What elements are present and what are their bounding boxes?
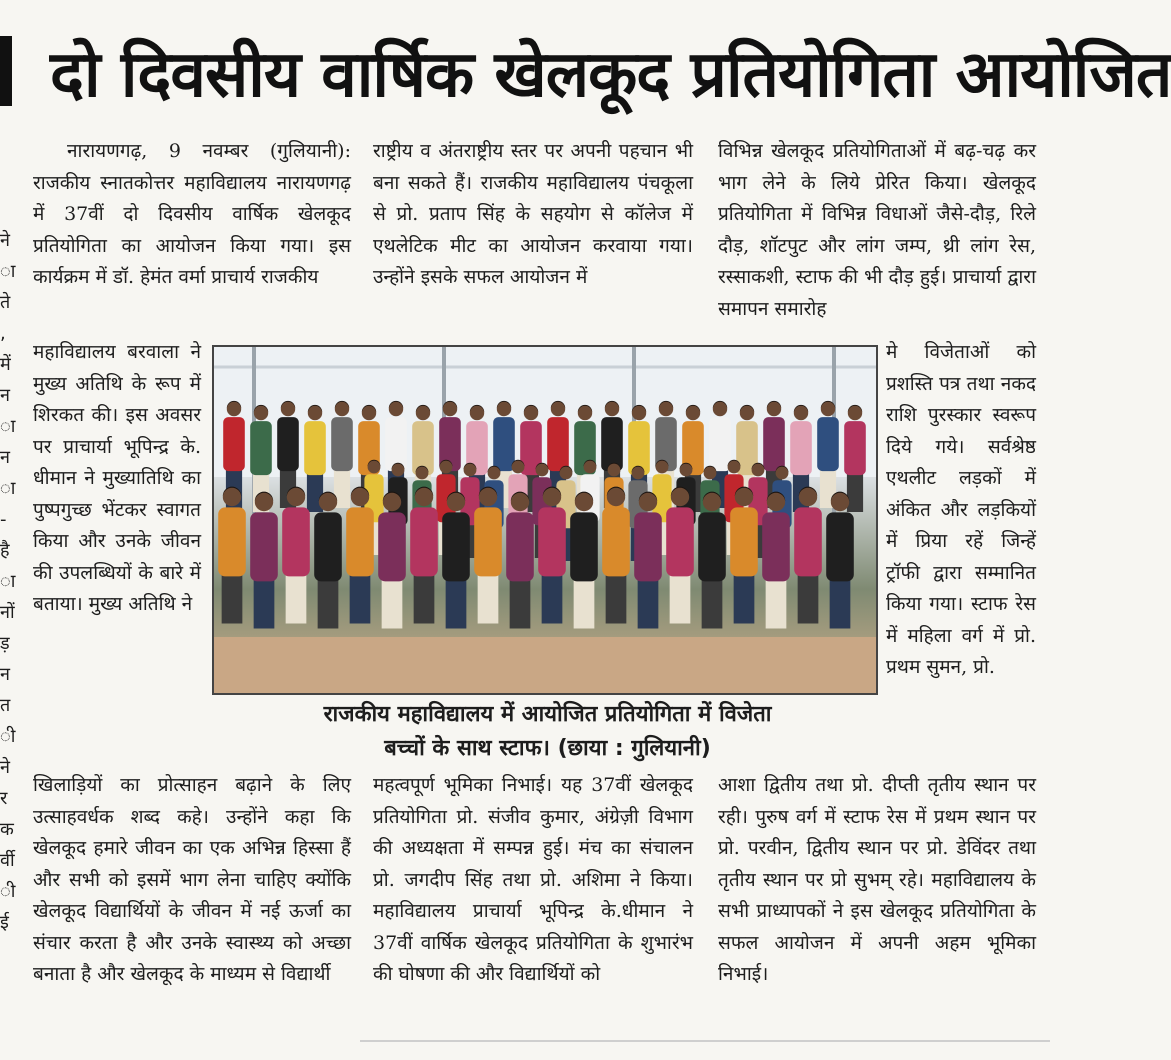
person-head (831, 493, 849, 511)
left-edge-fragment: ड़ (0, 633, 10, 654)
person-head (607, 488, 625, 506)
person-head (536, 464, 549, 477)
article-col3-top (718, 136, 1036, 336)
person-body (314, 512, 342, 581)
person-legs (510, 578, 531, 629)
person-head (728, 461, 741, 474)
person-head (639, 493, 657, 511)
person-body (709, 417, 731, 471)
left-edge-fragments (0, 225, 14, 1005)
person-legs (830, 578, 851, 629)
person-legs (254, 578, 275, 629)
person-head (776, 467, 789, 480)
person-body (817, 417, 839, 471)
person-head (575, 493, 593, 511)
person-body (634, 512, 662, 581)
person-head (416, 406, 430, 420)
person-head (362, 406, 376, 420)
left-edge-fragment: - (0, 509, 7, 530)
article-col2-bottom (373, 770, 693, 1032)
person-legs (766, 578, 787, 629)
person-body (698, 512, 726, 581)
person-legs (478, 573, 499, 624)
person-body (826, 512, 854, 581)
article-paragraph: महाविद्यालय बरवाला ने मुख्य अतिथि के रूप में शिरकत की। इस अवसर पर प्राचार्या भूपिन्द्र के. धीमान ने मुख्यातिथि का पुष्पगुच्छ भेंटकर स्वागत किया और उनके जीवन की उपलब्धियों के बारे में बताया। मुख्य अतिथि ने (33, 341, 201, 615)
person-body (602, 507, 630, 576)
person-head (443, 402, 457, 416)
left-edge-fragment: ने (0, 757, 10, 778)
person-head (671, 488, 689, 506)
person-head (799, 488, 817, 506)
person-body (570, 512, 598, 581)
person-legs (382, 578, 403, 629)
person-head (632, 406, 646, 420)
left-edge-fragment: ने (0, 230, 10, 251)
page-divider (360, 1040, 1050, 1042)
person-body (666, 507, 694, 576)
left-edge-fragment: र्वी (0, 850, 15, 871)
left-edge-fragment: , (0, 323, 6, 344)
person-body (762, 512, 790, 581)
person-legs (670, 573, 691, 624)
person-head (680, 464, 693, 477)
photo-caption (215, 698, 880, 770)
person-head (704, 467, 717, 480)
article-col1-bottom (33, 770, 351, 1032)
person-head (560, 467, 573, 480)
left-edge-fragment: क (0, 819, 14, 840)
person-body (844, 421, 866, 475)
person-legs (847, 472, 863, 512)
person-head (512, 461, 525, 474)
person-head (368, 461, 381, 474)
left-edge-fragment: न (0, 664, 10, 685)
previous-article-fragment (0, 36, 12, 106)
person-head (287, 488, 305, 506)
person-head (578, 406, 592, 420)
person-body (331, 417, 353, 471)
person-body (385, 417, 407, 471)
person-body (763, 417, 785, 471)
person-body (790, 421, 812, 475)
person-body (474, 507, 502, 576)
person-legs (222, 573, 243, 624)
person-head (383, 493, 401, 511)
person-head (255, 493, 273, 511)
person-body (538, 507, 566, 576)
person-body (601, 417, 623, 471)
person-head (794, 406, 808, 420)
ground (214, 637, 876, 693)
person-body (410, 507, 438, 576)
group-photo (212, 345, 878, 695)
left-edge-fragment: ते (0, 292, 11, 313)
person-head (767, 493, 785, 511)
person-body (547, 417, 569, 471)
article-col3-side (886, 337, 1036, 769)
person-head (497, 402, 511, 416)
person-body (493, 417, 515, 471)
person-head (392, 464, 405, 477)
left-edge-fragment: ा (0, 416, 16, 437)
person-body (794, 507, 822, 576)
left-edge-fragment: नों (0, 602, 15, 623)
person-head (308, 406, 322, 420)
left-edge-fragment: ी (0, 726, 16, 747)
article-paragraph: मे विजेताओं को प्रशस्ति पत्र तथा नकद राशि पुरस्कार स्वरूप दिये गये। सर्वश्रेष्ठ एथलीट लड़कों में अंकित और लड़कियों में प्रिया रहें जिन्हें ट्रॉफी द्वारा सम्मानित किया गया। स्टाफ रेस में महिला वर्ग में प्रो. प्रथम सुमन, प्रो. (886, 341, 1036, 678)
person-head (848, 406, 862, 420)
article-paragraph: आशा द्वितीय तथा प्रो. दीप्ती तृतीय स्थान पर रही। पुरुष वर्ग में स्टाफ रेस में प्रथम स्थान पर प्रो. परवीन, द्वितीय स्थान पर प्रो. डेविंदर तथा तृतीय स्थान पर प्रो सुभम् रहे। महाविद्यालय के सभी प्राध्यापकों ने इस खेलकूद प्रतियोगिता के सफल आयोजन में अपनी अहम भूमिका निभाई। (718, 774, 1036, 985)
article-col3-bottom (718, 770, 1036, 1032)
person-head (821, 402, 835, 416)
article-paragraph: राष्ट्रीय व अंतराष्ट्रीय स्तर पर अपनी पहचान भी बना सकते हैं। राजकीय महाविद्यालय पंचकूला से प्रो. प्रताप सिंह के सहयोग से कॉलेज में एथलेटिक मीट का आयोजन करवाया गया। उन्होंने इसके सफल आयोजन में (373, 140, 693, 288)
person-figure (826, 492, 854, 629)
person-head (335, 402, 349, 416)
person-head (416, 467, 429, 480)
person-head (254, 406, 268, 420)
person-head (440, 461, 453, 474)
person-head (752, 464, 765, 477)
person-head (608, 464, 621, 477)
person-head (488, 467, 501, 480)
person-head (703, 493, 721, 511)
person-head (479, 488, 497, 506)
article-col1-side (33, 337, 201, 769)
person-body (218, 507, 246, 576)
group-photo-illustration (214, 347, 876, 693)
person-body (282, 507, 310, 576)
person-body (730, 507, 758, 576)
article-col1-top (33, 136, 351, 336)
person-head (632, 467, 645, 480)
person-body (250, 421, 272, 475)
person-body (223, 417, 245, 471)
person-head (281, 402, 295, 416)
person-legs (574, 578, 595, 629)
person-legs (734, 573, 755, 624)
person-legs (350, 573, 371, 624)
person-figure (314, 492, 342, 629)
person-body (378, 512, 406, 581)
left-edge-fragment: ा (0, 478, 16, 499)
article-paragraph: विभिन्न खेलकूद प्रतियोगिताओं में बढ़-चढ़ कर भाग लेने के लिये प्रेरित किया। खेलकूद प्रतियोगिता में विभिन्न विधाओं जैसे-दौड़, रिले दौड़, शॉटपुट और लांग जम्प, थ्री लांग रेस, रस्साकशी, स्टाफ की भी दौड़ हुई। प्राचार्या द्वारा समापन समारोह (718, 140, 1036, 320)
left-edge-fragment: ा (0, 571, 16, 592)
person-head (464, 464, 477, 477)
person-body (304, 421, 326, 475)
person-legs (286, 573, 307, 624)
left-edge-fragment: र (0, 788, 8, 809)
person-head (524, 406, 538, 420)
person-legs (318, 578, 339, 629)
headline: दो दिवसीय वार्षिक खेलकूद प्रतियोगिता आयोजित (50, 38, 1171, 112)
person-head (227, 402, 241, 416)
photo-caption-line1: राजकीय महाविद्यालय में आयोजित प्रतियोगिता में विजेता (323, 702, 772, 727)
person-head (740, 406, 754, 420)
person-legs (446, 578, 467, 629)
person-head (319, 493, 337, 511)
person-head (659, 402, 673, 416)
person-head (551, 402, 565, 416)
person-head (351, 488, 369, 506)
person-legs (414, 573, 435, 624)
person-legs (542, 573, 563, 624)
left-edge-fragment: ी (0, 881, 16, 902)
person-body (250, 512, 278, 581)
left-edge-fragment: त (0, 695, 11, 716)
person-body (442, 512, 470, 581)
person-head (543, 488, 561, 506)
person-head (735, 488, 753, 506)
left-edge-fragment: न (0, 385, 10, 406)
left-edge-fragment: न (0, 447, 10, 468)
photo-caption-line2: बच्चों के साथ स्टाफ। (छाया : गुलियानी) (384, 736, 711, 761)
left-edge-fragment: ा (0, 261, 16, 282)
person-body (506, 512, 534, 581)
person-legs (606, 573, 627, 624)
left-edge-fragment: में (0, 354, 11, 375)
person-body (346, 507, 374, 576)
left-edge-fragment: है (0, 540, 10, 561)
article-paragraph: महत्वपूर्ण भूमिका निभाई। यह 37वीं खेलकूद प्रतियोगिता प्रो. संजीव कुमार, अंग्रेज़ी विभाग की अध्यक्षता में सम्पन्न हुई। मंच का संचालन प्रो. जगदीप सिंह तथा प्रो. अशिमा ने किया। महाविद्यालय प्राचार्या भूपिन्द्र के.धीमान ने 37वीं वार्षिक खेलकूद प्रतियोगिता के शुभारंभ की घोषणा की और विद्यार्थियों को (373, 774, 693, 985)
person-head (686, 406, 700, 420)
person-body (277, 417, 299, 471)
article-paragraph: खिलाड़ियों का प्रोत्साहन बढ़ाने के लिए उत्साहवर्धक शब्द कहे। उन्होंने कहा कि खेलकूद हमारे जीवन का एक अभिन्न हिस्सा हैं और सभी को इसमें भाग लेना चाहिए क्योंकि खेलकूद विद्यार्थियों के जीवन में नई ऊर्जा का संचार करता है और उनके स्वास्थ्य को अच्छा बनाता है और खेलकूद के माध्यम से विद्यार्थी (33, 774, 351, 985)
person-head (656, 461, 669, 474)
person-head (389, 402, 403, 416)
left-edge-fragment: ई (0, 912, 9, 933)
person-head (767, 402, 781, 416)
article-col2-top (373, 136, 693, 336)
person-legs (702, 578, 723, 629)
person-head (584, 461, 597, 474)
person-legs (798, 573, 819, 624)
article-paragraph: नारायणगढ़, 9 नवम्बर (गुलियानी): राजकीय स्नातकोत्तर महाविद्यालय नारायणगढ़ में 37वीं दो दिवसीय वार्षिक खेलकूद प्रतियोगिता का आयोजन किया गया। इस कार्यक्रम में डॉ. हेमंत वर्मा प्राचार्य राजकीय (33, 140, 351, 288)
person-head (447, 493, 465, 511)
person-head (415, 488, 433, 506)
person-head (713, 402, 727, 416)
person-head (605, 402, 619, 416)
person-head (511, 493, 529, 511)
person-legs (638, 578, 659, 629)
person-head (223, 488, 241, 506)
person-head (470, 406, 484, 420)
